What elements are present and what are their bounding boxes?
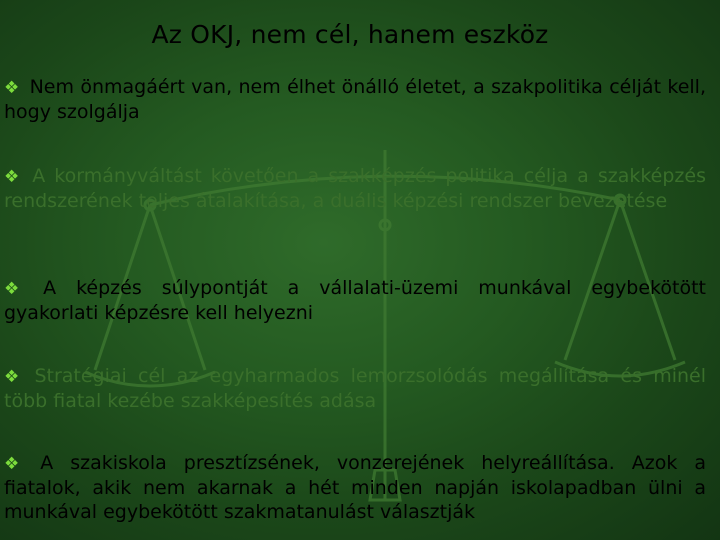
bullet-item [4,75,706,124]
bullet-text: Nem önmagáért van, nem élhet önálló életet, a szakpolitika célját kell, hogy szolgálja [4,76,706,123]
slide-title: Az OKJ, nem cél, hanem eszköz [151,20,549,49]
bullet-item [4,451,706,524]
diamond-bullet-icon: ❖ [4,367,25,387]
bullet-text: A képzés súlypontját a vállalati-üzemi munkával egybekötött gyakorlati képzésre kell helyezni [4,277,706,324]
bullet-text: Stratégiai cél az egyharmados lemorzsolódás megállítása és minél több fiatal kezébe szakképesítés adása [4,365,706,412]
bullet-item [4,276,706,325]
bullet-text: A szakiskola presztízsének, vonzerejének helyreállítása. Azok a fiatalok, akik nem akarnak a hét minden napján iskolapadban ülni a munkával egybekötött szakmatanulást választják [4,452,706,523]
bullet-item [4,364,706,413]
diamond-bullet-icon: ❖ [4,279,34,299]
diamond-bullet-icon: ❖ [4,78,20,98]
bullet-item [4,164,706,213]
bullet-text: A kormányváltást követően a szakképzés politika célja a szakképzés rendszerének teljes átalakítása, a duális képzési rendszer bevezetése [4,165,706,212]
diamond-bullet-icon: ❖ [4,167,23,187]
diamond-bullet-icon: ❖ [4,454,31,474]
